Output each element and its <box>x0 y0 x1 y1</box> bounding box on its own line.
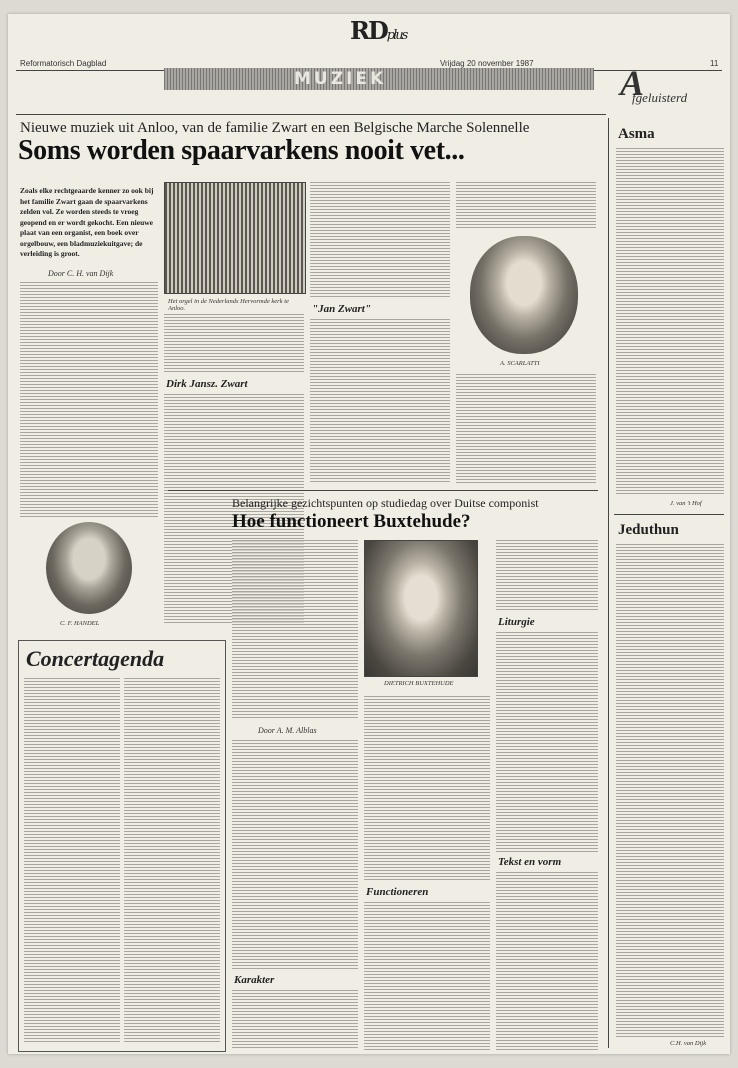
sidebar-divider <box>608 118 609 1048</box>
concert-listing-column <box>24 678 120 1044</box>
sidebar-title-asma: Asma <box>618 126 655 142</box>
subhead-karakter: Karakter <box>234 974 275 986</box>
sidebar-title-jeduthun: Jeduthun <box>618 522 679 538</box>
paper-name: Reformatorisch Dagblad <box>20 59 107 68</box>
caption-handel: C. F. HANDEL <box>60 620 100 627</box>
main-kicker: Nieuwe muziek uit Anloo, van de familie Zwart en een Belgische Marche Solennelle <box>20 120 530 136</box>
text-column <box>310 182 450 297</box>
caption-scarlatti: A. SCARLATTI <box>500 360 540 367</box>
text-column <box>456 374 596 484</box>
sidebar-signature-asma: J. van 't Hof <box>670 500 702 507</box>
text-column <box>496 540 598 612</box>
newspaper-page <box>8 14 730 1054</box>
second-headline: Hoe functioneert Buxtehude? <box>232 511 471 532</box>
subhead-tekst-en-vorm: Tekst en vorm <box>498 856 562 868</box>
masthead-logo: RDplus <box>350 16 407 45</box>
text-column <box>364 902 490 1050</box>
scarlatti-portrait <box>470 236 578 354</box>
text-column <box>496 872 598 1050</box>
handel-portrait <box>46 522 132 614</box>
second-byline: Door A. M. Alblas <box>258 726 317 735</box>
text-column <box>164 314 304 374</box>
page-number: 11 <box>710 59 719 68</box>
section-banner: MUZIEK <box>164 68 594 90</box>
text-column <box>20 282 158 517</box>
side-section-initial: A <box>620 63 645 103</box>
buxtehude-portrait <box>364 540 478 677</box>
concert-listing-column <box>124 678 220 1044</box>
text-column <box>456 182 596 230</box>
subhead-dirk: Dirk Jansz. Zwart <box>166 378 248 390</box>
main-byline: Door C. H. van Dijk <box>48 269 114 278</box>
sidebar-text-column <box>616 148 724 494</box>
issue-date: Vrijdag 20 november 1987 <box>440 59 534 68</box>
subhead-functioneren: Functioneren <box>366 886 429 898</box>
text-column <box>310 319 450 484</box>
main-headline: Soms worden spaarvarkens nooit vet... <box>18 135 465 166</box>
sidebar-signature-jeduthun: C.H. van Dijk <box>670 1040 707 1047</box>
second-article-rule <box>168 490 598 491</box>
subhead-liturgie: Liturgie <box>498 616 535 628</box>
text-column <box>232 740 358 970</box>
caption-buxtehude: DIETRICH BUXTEHUDE <box>384 680 454 687</box>
caption-organ: Het orgel in de Nederlands Hervormde kerk te Anloo. <box>168 298 289 312</box>
main-intro: Zoals elke rechtgeaarde kenner zo ook bij het familie Zwart gaan de spaarvarkens zelden vol. Ze worden steeds te vroeg geopend en er wordt gekocht. Een nieuwe plaat van een organist, een boek over orgelbouw, een bladmuziekuitgave; de verleiding is groot. <box>20 186 154 258</box>
side-section-title: fgeluisterd <box>632 90 688 105</box>
text-column <box>232 540 358 720</box>
sidebar-rule <box>614 514 724 515</box>
text-column <box>496 632 598 852</box>
text-column <box>232 990 358 1050</box>
headline-top-rule <box>16 114 606 115</box>
subhead-jan-zwart: "Jan Zwart" <box>312 303 371 315</box>
sidebar-text-column <box>616 544 724 1038</box>
organ-photo <box>164 182 306 294</box>
text-column <box>364 696 490 882</box>
second-kicker: Belangrijke gezichtspunten op studiedag over Duitse componist <box>232 496 539 510</box>
concert-agenda-title: Concertagenda <box>26 646 165 671</box>
